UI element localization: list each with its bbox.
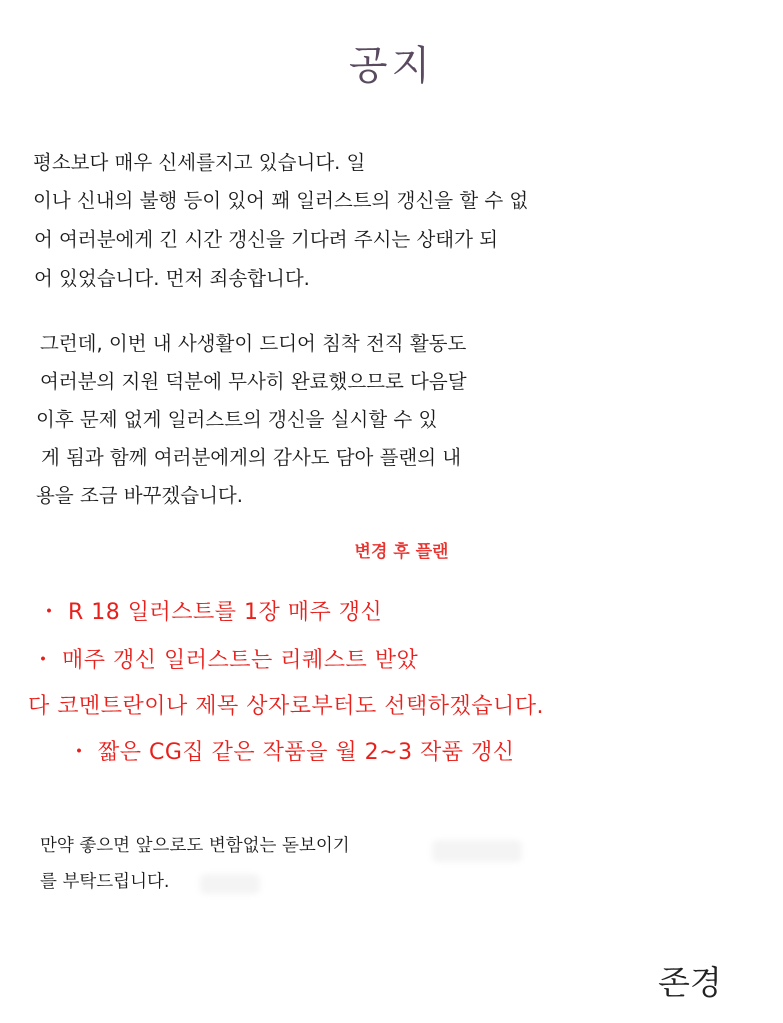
signature: 존경 [658,963,722,1002]
update-line: 용을 조금 바꾸겠습니다. [36,484,243,507]
plan-heading: 변경 후 플랜 [354,542,449,562]
plan-item: 다 코멘트란이나 제목 상자로부터도 선택하겠습니다. [28,694,545,719]
plan-item: ・ R 18 일러스트를 1장 매주 갱신 [38,600,383,625]
intro-line: 어 여러분에게 긴 시간 갱신을 기다려 주시는 상태가 되 [34,228,499,251]
update-line: 이후 문제 없게 일러스트의 갱신을 실시할 수 있 [36,408,438,431]
intro-line: 평소보다 매우 신세를지고 있습니다. 일 [33,151,366,174]
notice-title: 공지 [348,43,435,89]
intro-line: 어 있었습니다. 먼저 죄송합니다. [34,267,310,290]
plan-item: ・ 짧은 CG집 같은 작품을 월 2~3 작품 갱신 [68,740,515,765]
update-line: 그런데, 이번 내 사생활이 드디어 침착 전직 활동도 [40,332,467,355]
intro-line: 이나 신내의 불행 등이 있어 꽤 일러스트의 갱신을 할 수 없 [33,189,529,212]
closing-line: 만약 좋으면 앞으로도 변함없는 돋보이기 [40,836,350,856]
plan-item: ・ 매주 갱신 일러스트는 리퀘스트 받았 [32,648,419,673]
erased-smudge [432,840,522,862]
closing-line: 를 부탁드립니다. [40,872,170,892]
erased-smudge [200,874,260,894]
update-line: 여러분의 지원 덕분에 무사히 완료했으므로 다음달 [40,370,467,393]
update-line: 게 됨과 함께 여러분에게의 감사도 담아 플랜의 내 [41,446,462,469]
